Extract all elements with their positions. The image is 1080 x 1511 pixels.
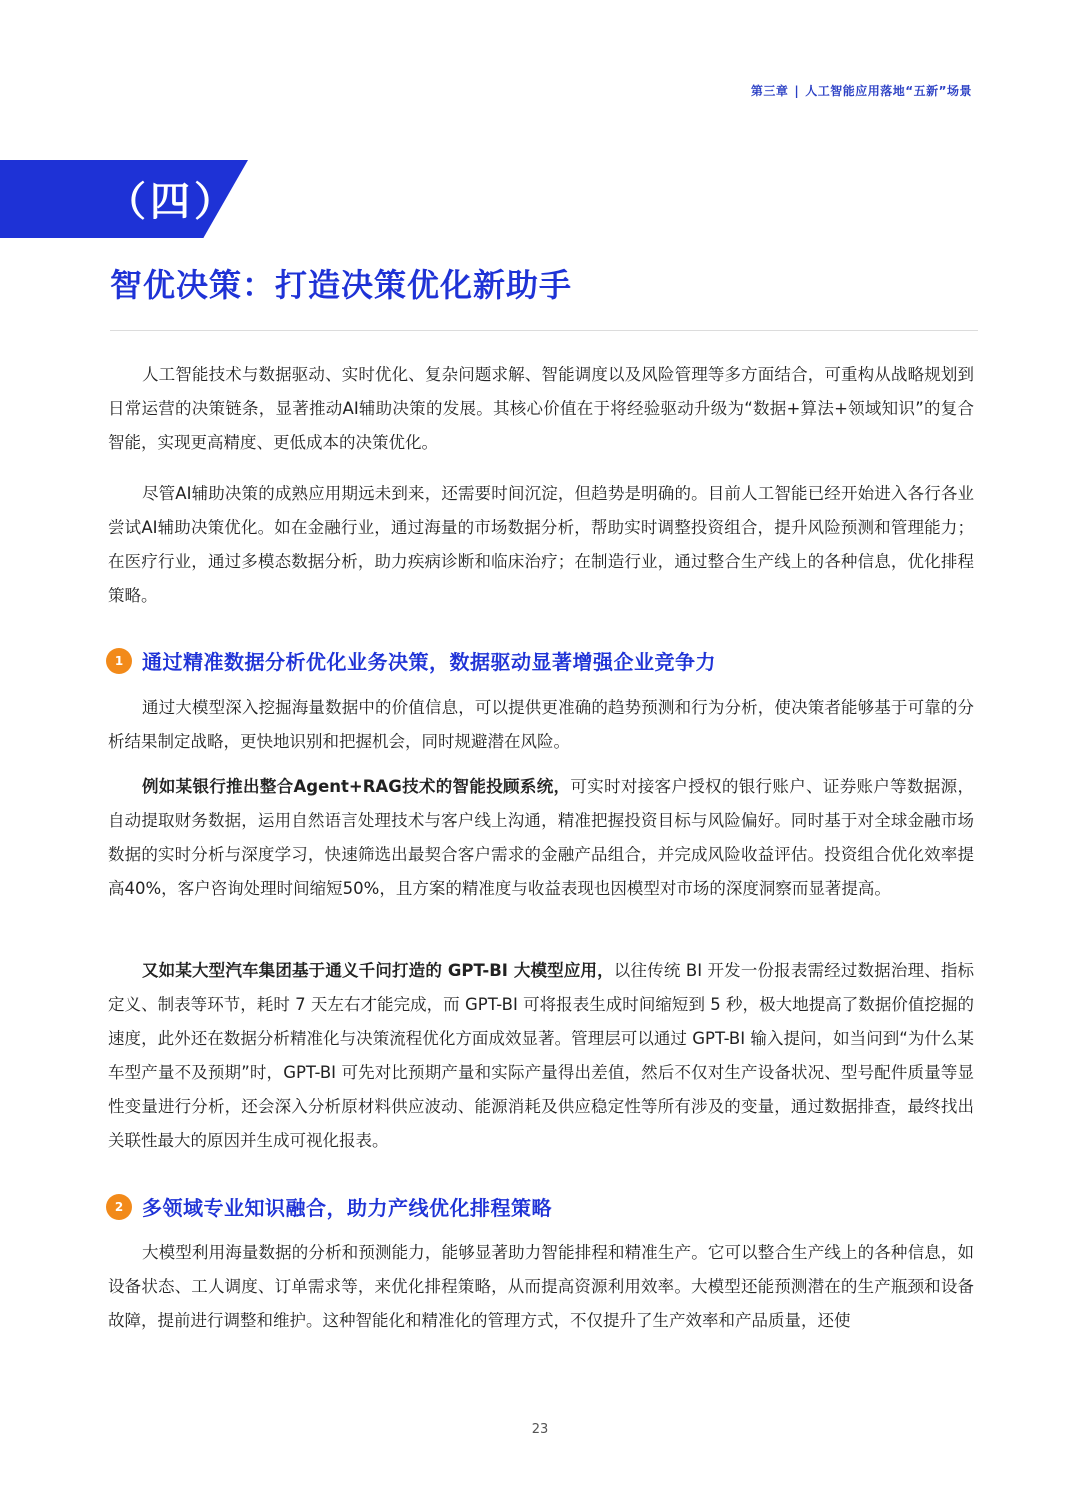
bank-example-body: 可实时对接客户授权的银行账户、证券账户等数据源，自动提取财务数据，运用自然语言处理技术与客户线上沟通，精准把握投资目标与风险偏好。同时基于对全球金融市场数据的实时分析与深度学习，快速筛选出最契合客户需求的金融产品组合，并完成风险收益评估。投资组合优化效率提高40%，客户咨询处理时间缩短50%，且方案的精准度与收益表现也因模型对市场的深度洞察而显著提高。 xyxy=(108,777,975,898)
header-separator: | xyxy=(794,84,800,98)
subsection-2-number-badge: 2 xyxy=(106,1194,132,1220)
subsection-1-title: 通过精准数据分析优化业务决策，数据驱动显著增强企业竞争力 xyxy=(142,650,716,674)
intro-paragraph-2: 尽管AI辅助决策的成熟应用期远未到来，还需要时间沉淀，但趋势是明确的。目前人工智能已经开始进入各行各业尝试AI辅助决策优化。如在金融行业，通过海量的市场数据分析，帮助实时调整投资组合，提升风险预测和管理能力；在医疗行业，通过多模态数据分析，助力疾病诊断和临床治疗；在制造行业，通过整合生产线上的各种信息，优化排程策略。 xyxy=(108,484,974,605)
subsection-2-title: 多领域专业知识融合，助力产线优化排程策略 xyxy=(142,1196,552,1220)
subsection-1-paragraph-1: 通过大模型深入挖掘海量数据中的价值信息，可以提供更准确的趋势预测和行为分析，使决策者能够基于可靠的分析结果制定战略，更快地识别和把握机会，同时规避潜在风险。 xyxy=(108,698,974,751)
running-header xyxy=(751,82,972,99)
subsection-1-heading xyxy=(106,646,716,675)
auto-example-body: 以往传统 BI 开发一份报表需经过数据治理、指标定义、制表等环节，耗时 7 天左右才能完成，而 GPT-BI 可将报表生成时间缩短到 5 秒，极大地提高了数据价值挖掘的速度，此外还在数据分析精准化与决策流程优化方面成效显著。管理层可以通过 GPT-BI 输入提问，如当问到“为什么某车型产量不及预期”时，GPT-BI 可先对比预期产量和实际产量得出差值，然后不仅对生产设备状况、型号配件质量等显性变量进行分析，还会深入分析原材料供应波动、能源消耗及供应稳定性等所有涉及的变量，通过数据排查，最终找出关联性最大的原因并生成可视化报表。 xyxy=(108,961,974,1150)
section-number: （四） xyxy=(106,179,238,225)
subsection-1-number-badge: 1 xyxy=(106,648,132,674)
subsection-2-paragraph-1: 大模型利用海量数据的分析和预测能力，能够显著助力智能排程和精准生产。它可以整合生产线上的各种信息，如设备状态、工人调度、订单需求等，来优化排程策略，从而提高资源利用效率。大模型还能预测潜在的生产瓶颈和设备故障，提前进行调整和维护。这种智能化和精准化的管理方式，不仅提升了生产效率和产品质量，还使 xyxy=(108,1243,974,1330)
auto-example-lead: 又如某大型汽车集团基于通义千问打造的 GPT-BI 大模型应用， xyxy=(142,961,614,980)
subsection-1-paragraph-2 xyxy=(108,770,974,906)
chapter-title: 人工智能应用落地“五新”场景 xyxy=(805,84,972,98)
chapter-label: 第三章 xyxy=(750,84,789,98)
bank-example-lead: 例如某银行推出整合Agent+RAG技术的智能投顾系统， xyxy=(142,777,571,796)
title-divider xyxy=(110,330,978,331)
subsection-2-heading xyxy=(106,1192,552,1221)
page-title: 智优决策：打造决策优化新助手 xyxy=(110,266,573,304)
intro-paragraph-1: 人工智能技术与数据驱动、实时优化、复杂问题求解、智能调度以及风险管理等多方面结合，可重构从战略规划到日常运营的决策链条，显著推动AI辅助决策的发展。其核心价值在于将经验驱动升级为“数据+算法+领域知识”的复合智能，实现更高精度、更低成本的决策优化。 xyxy=(108,365,974,452)
subsection-1-paragraph-3 xyxy=(108,954,974,1158)
page-number: 23 xyxy=(531,1422,549,1437)
